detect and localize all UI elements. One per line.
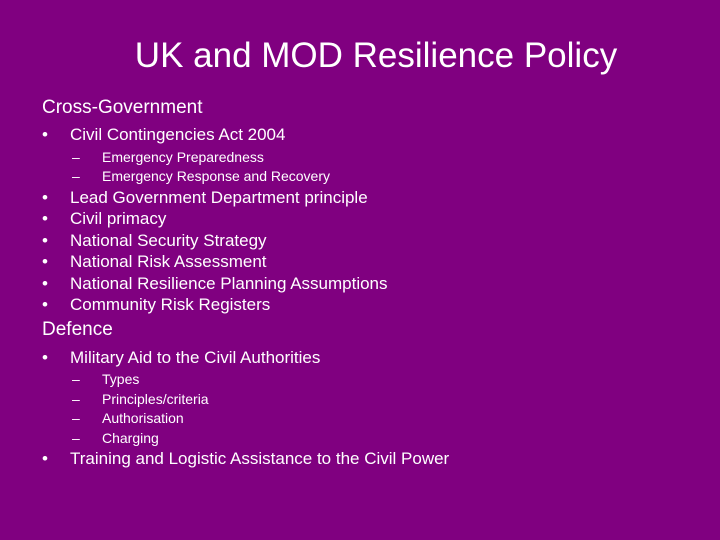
bullet-item-national-resilience [42,273,702,295]
bullet-icon: • [42,125,48,144]
sub-item-label: Authorisation [102,410,184,426]
bullet-icon: • [42,252,48,271]
sub-item-charging [42,429,702,449]
bullet-item-lead-government [42,187,702,209]
sub-item-types [42,370,702,390]
bullet-item-label: National Resilience Planning Assumptions [70,273,388,293]
bullet-item-label: Military Aid to the Civil Authorities [70,347,321,367]
bullet-item-label: Lead Government Department principle [70,187,368,207]
bullet-icon: • [42,295,48,314]
bullet-item-label: Civil primacy [70,209,167,228]
slide-title: UK and MOD Resilience Policy [134,36,618,75]
bullet-item-national-security [42,230,702,252]
bullet-item-training [42,448,702,470]
bullet-item-civil-primacy [42,208,702,230]
slide-content [42,96,702,470]
bullet-icon: • [42,273,48,293]
bullet-icon: • [42,209,48,228]
dash-icon: – [72,429,80,446]
section-heading-cross-government: Cross-Government [42,97,203,118]
sub-item-authorisation [42,409,702,429]
bullet-icon: • [42,230,48,250]
bullet-item-national-risk [42,251,702,273]
dash-icon: – [72,410,80,426]
section-heading-defence: Defence [42,318,113,340]
bullet-icon: • [42,347,48,367]
bullet-icon: • [42,449,48,468]
sub-item-label: Types [102,371,140,387]
bullet-item-label: National Security Strategy [70,230,267,250]
bullet-item-label: Civil Contingencies Act 2004 [70,125,286,144]
sub-item-emergency-response [42,167,702,187]
sub-item-label: Emergency Preparedness [102,148,264,165]
bullet-icon: • [42,187,48,207]
dash-icon: – [72,371,80,387]
dash-icon: – [72,168,80,184]
bullet-item-community-risk [42,294,702,316]
bullet-item-label: National Risk Assessment [70,252,267,271]
bullet-item-military-aid [42,347,702,369]
sub-item-label: Charging [102,429,159,446]
sub-item-principles [42,390,702,410]
bullet-item-civil-contingencies [42,124,702,146]
bullet-item-label: Community Risk Registers [70,295,271,314]
sub-item-label: Emergency Response and Recovery [102,168,331,184]
sub-item-label: Principles/criteria [102,390,209,407]
dash-icon: – [72,148,80,165]
dash-icon: – [72,390,80,407]
sub-item-emergency-preparedness [42,148,702,168]
bullet-item-label: Training and Logistic Assistance to the Civil Power [70,449,450,468]
